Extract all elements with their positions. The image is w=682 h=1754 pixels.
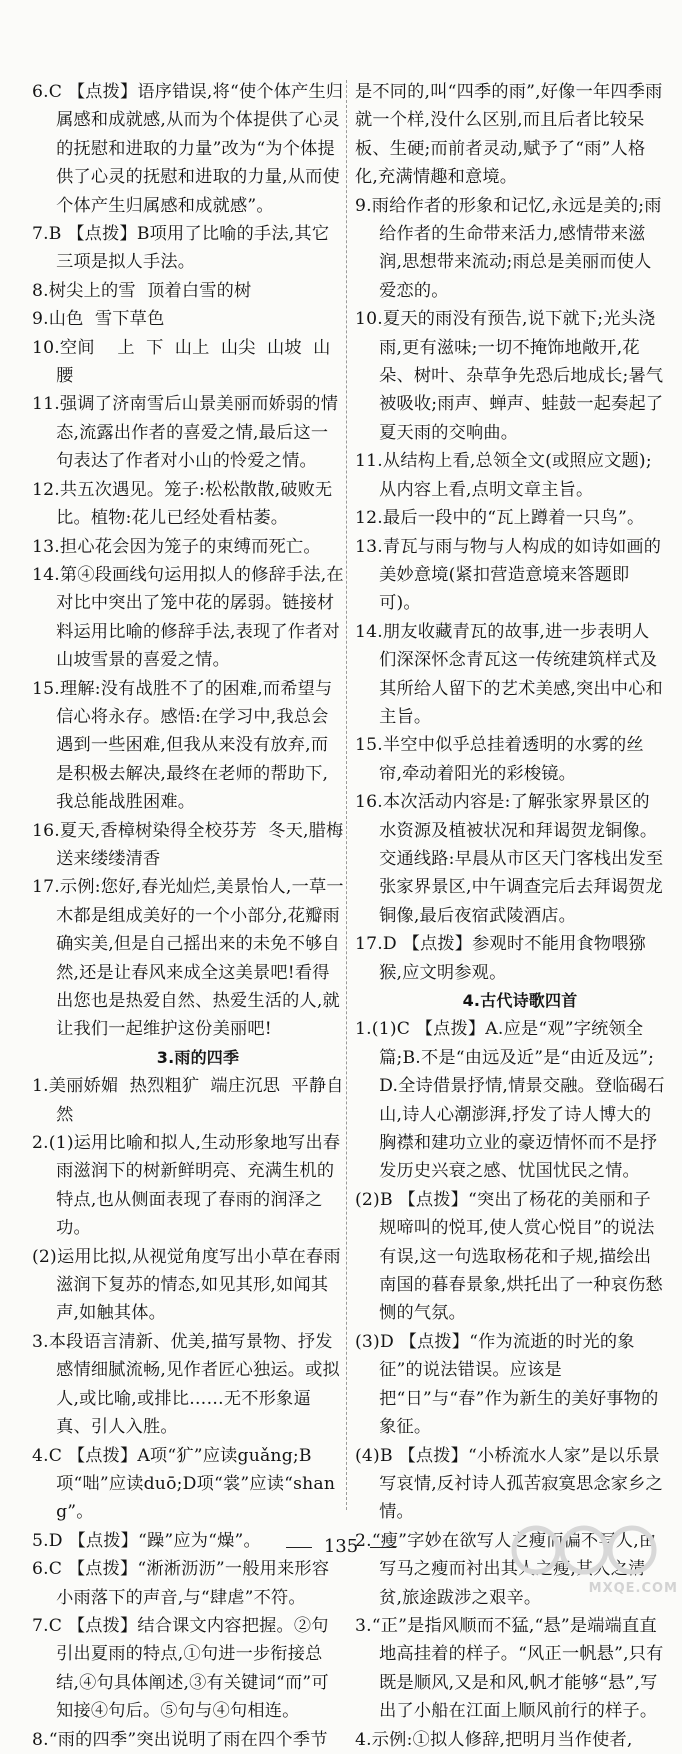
footer-dash-right (370, 1547, 396, 1548)
answer-item: 13.担心花会因为笼子的束缚而死亡。 (32, 536, 321, 557)
answer-item: 12.最后一段中的“瓦上蹲着一只鸟”。 (355, 508, 645, 529)
answer-item: 9.雨给作者的形象和记忆,永远是美的;雨给作者的生命带来活力,感情带来滋润,思想带来流动;雨总是美丽而使人爱恋的。 (355, 195, 662, 301)
answer-item: 6.C 【点拨】“淅淅沥沥”一般用来形容小雨落下的声音,与“肆虐”不符。 (32, 1559, 330, 1608)
answer-item: 16.本次活动内容是:了解张家界景区的水资源及植被状况和拜谒贺龙铜像。交通线路:早晨从市区天门客栈出发至张家界景区,中午调查完后去拜谒贺龙铜像,最后夜宿武陵酒店。 (355, 792, 664, 926)
answer-item: 7.B 【点拨】B项用了比喻的手法,其它三项是拟人手法。 (32, 224, 330, 273)
answer-item: (2)运用比拟,从视觉角度写出小草在春雨滋润下复苏的情态,如见其形,如闻其声,如触其体。 (32, 1246, 341, 1324)
answer-item: 3.“正”是指风顺而不猛,“悬”是端端直直地高挂着的样子。“风正一帆悬”,只有既是顺风,又是和风,帆才能够“悬”,写出了小船在江面上顺风前行的样子。 (355, 1615, 664, 1722)
right-column (355, 78, 665, 1754)
answer-item: 2.(1)运用比喻和拟人,生动形象地写出春雨滋润下的树新鲜明亮、充满生机的特点,也从侧面表现了春雨的润泽之功。 (32, 1133, 341, 1239)
answer-item: 12.共五次遇见。笼子:松松散散,破败无比。植物:花儿已经处看枯萎。 (32, 479, 333, 529)
answer-item: 1.(1)C 【点拨】A.应是“观”字统领全篇;B.不是“由远及近”是“由近及远”;D.全诗借景抒情,情景交融。登临碣石山,诗人心潮澎湃,抒发了诗人博大的胸襟和建功立业的豪迈情怀而不是抒发历史兴衰之感、忧国忧民之情。 (355, 1019, 665, 1182)
answer-item: (2)B 【点拨】“突出了杨花的美丽和子规啼叫的悦耳,使人赏心悦目”的说法有误,这一句选取杨花和子规,描绘出南国的暮春景象,烘托出了一种哀伤愁恻的气氛。 (355, 1189, 663, 1324)
answer-item: 2.“瘦”字妙在欲写人之瘦而偏不写人,由写马之瘦而衬出其人之瘦,其人之清贫,旅途跋涉之艰辛。 (355, 1530, 657, 1608)
answer-item: 14.第④段画线句运用拟人的修辞手法,在对比中突出了笼中花的孱弱。链接材料运用比喻的修辞手法,表现了作者对山坡雪景的喜爱之情。 (32, 564, 344, 671)
answer-item: 16.夏天,香樟树染得全校芬芳 冬天,腊梅送来缕缕清香 (32, 820, 344, 869)
answer-item: 1.美丽娇媚 热烈粗犷 端庄沉思 平静自然 (32, 1076, 344, 1125)
answer-item: 15.半空中似乎总挂着透明的水雾的丝帘,牵动着阳光的彩梭镜。 (355, 735, 644, 784)
answer-item: (3)D 【点拨】“作为流逝的时光的象征”的说法错误。应该是把“日”与“春”作为新生的美好事物的象征。 (355, 1331, 659, 1438)
watermark-text: MXQE.COM (588, 1581, 678, 1596)
answer-item: 10.夏天的雨没有预告,说下就下;光头浇雨,更有滋味;一切不掩饰地敞开,花朵、树叶、杂草争先恐后地成长;暑气被吸收;雨声、蝉声、蛙鼓一起奏起了夏天雨的交响曲。 (355, 309, 664, 443)
page-number: 135 (323, 1536, 359, 1557)
answer-item: 11.从结构上看,总领全文(或照应文题);从内容上看,点明文章主旨。 (355, 451, 652, 500)
answer-item: 4.C 【点拨】A项“犷”应读guǎng;B项“咄”应读duō;D项“裳”应读“shang”。 (32, 1445, 336, 1523)
answer-item: 15.理解:没有战胜不了的困难,而希望与信心将永存。感悟:在学习中,我总会遇到一些困难,但我从来没有放弃,而是积极去解决,最终在老师的帮助下,我总能战胜困难。 (32, 678, 333, 813)
answer-item: 7.C 【点拨】结合课文内容把握。②句引出夏雨的特点,①句进一步衔接总结,④句具体阐述,③有关键词“而”可知接④句后。⑤句与④句相连。 (32, 1615, 329, 1722)
answer-continuation: 是不同的,叫“四季的雨”,好像一年四季雨就一个样,没什么区别,而且后者比较呆板、生硬;而前者灵动,赋予了“雨”人格化,充满情趣和意境。 (355, 82, 663, 188)
answer-item: 13.青瓦与雨与物与人构成的如诗如画的美妙意境(紧扣营造意境来答题即可)。 (355, 536, 662, 614)
answer-item: 5.D 【点拨】“躁”应为“燥”。 (32, 1530, 261, 1551)
answer-item: 11.强调了济南雪后山景美丽而娇弱的情态,流露出作者的喜爱之情,最后这一句表达了作者对小山的怜爱之情。 (32, 394, 339, 472)
answer-item: 17.D 【点拨】参观时不能用食物喂猕猴,应文明参观。 (355, 934, 647, 983)
section-heading: 3.雨的四季 (156, 1047, 240, 1067)
answer-item: 4.示例:①拟人修辞,把明月当作使者, (355, 1729, 633, 1750)
answer-item: 10.空间 上 下 山上 山尖 山坡 山腰 (32, 337, 331, 387)
answer-item: (4)B 【点拨】“小桥流水人家”是以乐景写哀情,反衬诗人孤苦寂寞思念家乡之情。 (355, 1445, 663, 1523)
footer-dash-left (286, 1547, 312, 1548)
answer-item: 8.树尖上的雪 顶着白雪的树 (32, 280, 252, 301)
left-column (32, 78, 344, 1754)
section-heading: 4.古代诗歌四首 (462, 991, 578, 1010)
answer-item: 14.朋友收藏青瓦的故事,进一步表明人们深深怀念青瓦这一传统建筑样式及其所给人留下的艺术美感,突出中心和主旨。 (355, 621, 663, 727)
answer-item: 8.“雨的四季”突出说明了雨在四个季节 (32, 1729, 328, 1750)
answer-item: 6.C 【点拨】语序错误,将“使个体产生归属感和成就感,从而为个体提供了心灵的抚慰和进取的力量”改为“为个体提供了心灵的抚慰和进取的力量,从而使个体产生归属感和成就感”。 (32, 82, 344, 216)
answer-item: 3.本段语言清新、优美,描写景物、抒发感情细腻流畅,见作者匠心独运。或拟人,或比喻,或排比……无不形象逼真、引人入胜。 (32, 1331, 340, 1438)
answer-item: 17.示例:您好,春光灿烂,美景怡人,一草一木都是组成美好的一个小部分,花瓣雨确实美,但是自己摇出来的未免不够自然,还是让春风来成全这美景吧!看得出您也是热爱自然、热爱生活的人,就让我们一起维护这份美丽吧! (32, 877, 344, 1040)
answer-item: 9.山色 雪下草色 (32, 309, 165, 330)
column-divider (346, 80, 347, 1510)
